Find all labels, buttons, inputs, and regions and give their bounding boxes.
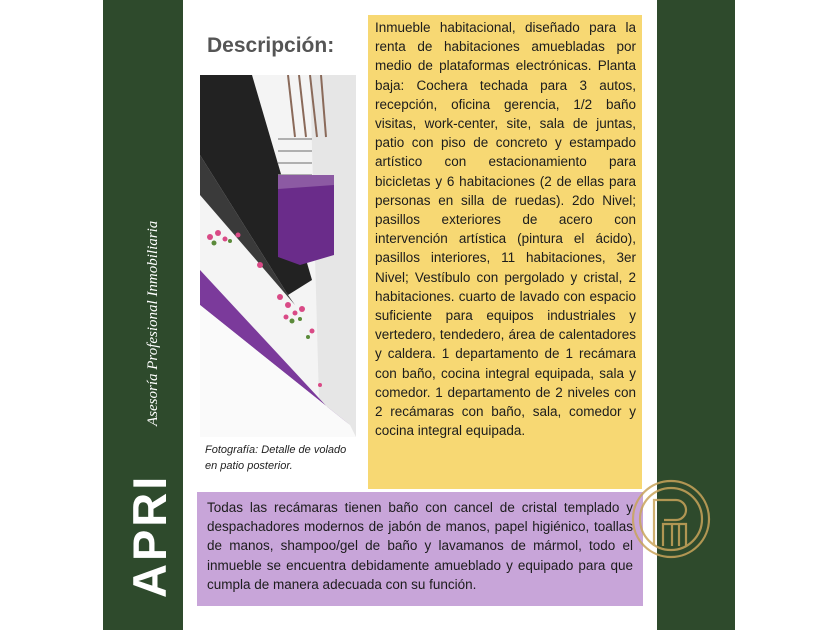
photo-caption: Fotografía: Detalle de volado en patio posterior. <box>205 444 347 472</box>
logo-watermark-icon <box>630 478 712 560</box>
property-photo <box>200 75 356 437</box>
page-title: Descripción: <box>207 34 335 57</box>
brand-name: APRI <box>123 473 176 598</box>
description-main: Inmueble habitacional, diseñado para la renta de habitaciones amuebladas por medio de plataformas electrónicas. Planta baja: Cochera techada para 3 autos, recepción, oficina gerencia, 1/2 baño visitas, work-center, site, sala de juntas, patio con piso de concreto y estampado artístico con estacionamiento para bicicletas y 6 habitaciones (2 de ellas para personas en silla de ruedas). 2do Nivel; pasillos exteriores de acero con intervención artística (pintura el ácido), pasillos interiores, 11 habitaciones, 3er Nivel; Vestíbulo con pergolado y cristal, 2 habitaciones. cuarto de lavado con espacio suficiente para equipos industriales y vertedero, tendedero, área de calentadores y caldera. 1 departamento de 1 recámara con baño, cocina integral equipada, sala y comedor. 1 departamento de 2 niveles con 2 recámaras con baño, sala, comedor y cocina integral equipada. <box>368 15 642 489</box>
photo-illustration <box>200 75 356 437</box>
description-amenities: Todas las recámaras tienen baño con cancel de cristal templado y despachadores modernos de jabón de manos, papel higiénico, toallas de manos, shampoo/gel de baño y lavamanos de mármol, todo el inmueble se encuentra debidamente amueblado y equipado para que cumpla de manera adecuada con su función. <box>197 492 643 606</box>
brand-tagline: Asesoría Profesional Inmobiliaria <box>145 220 161 426</box>
